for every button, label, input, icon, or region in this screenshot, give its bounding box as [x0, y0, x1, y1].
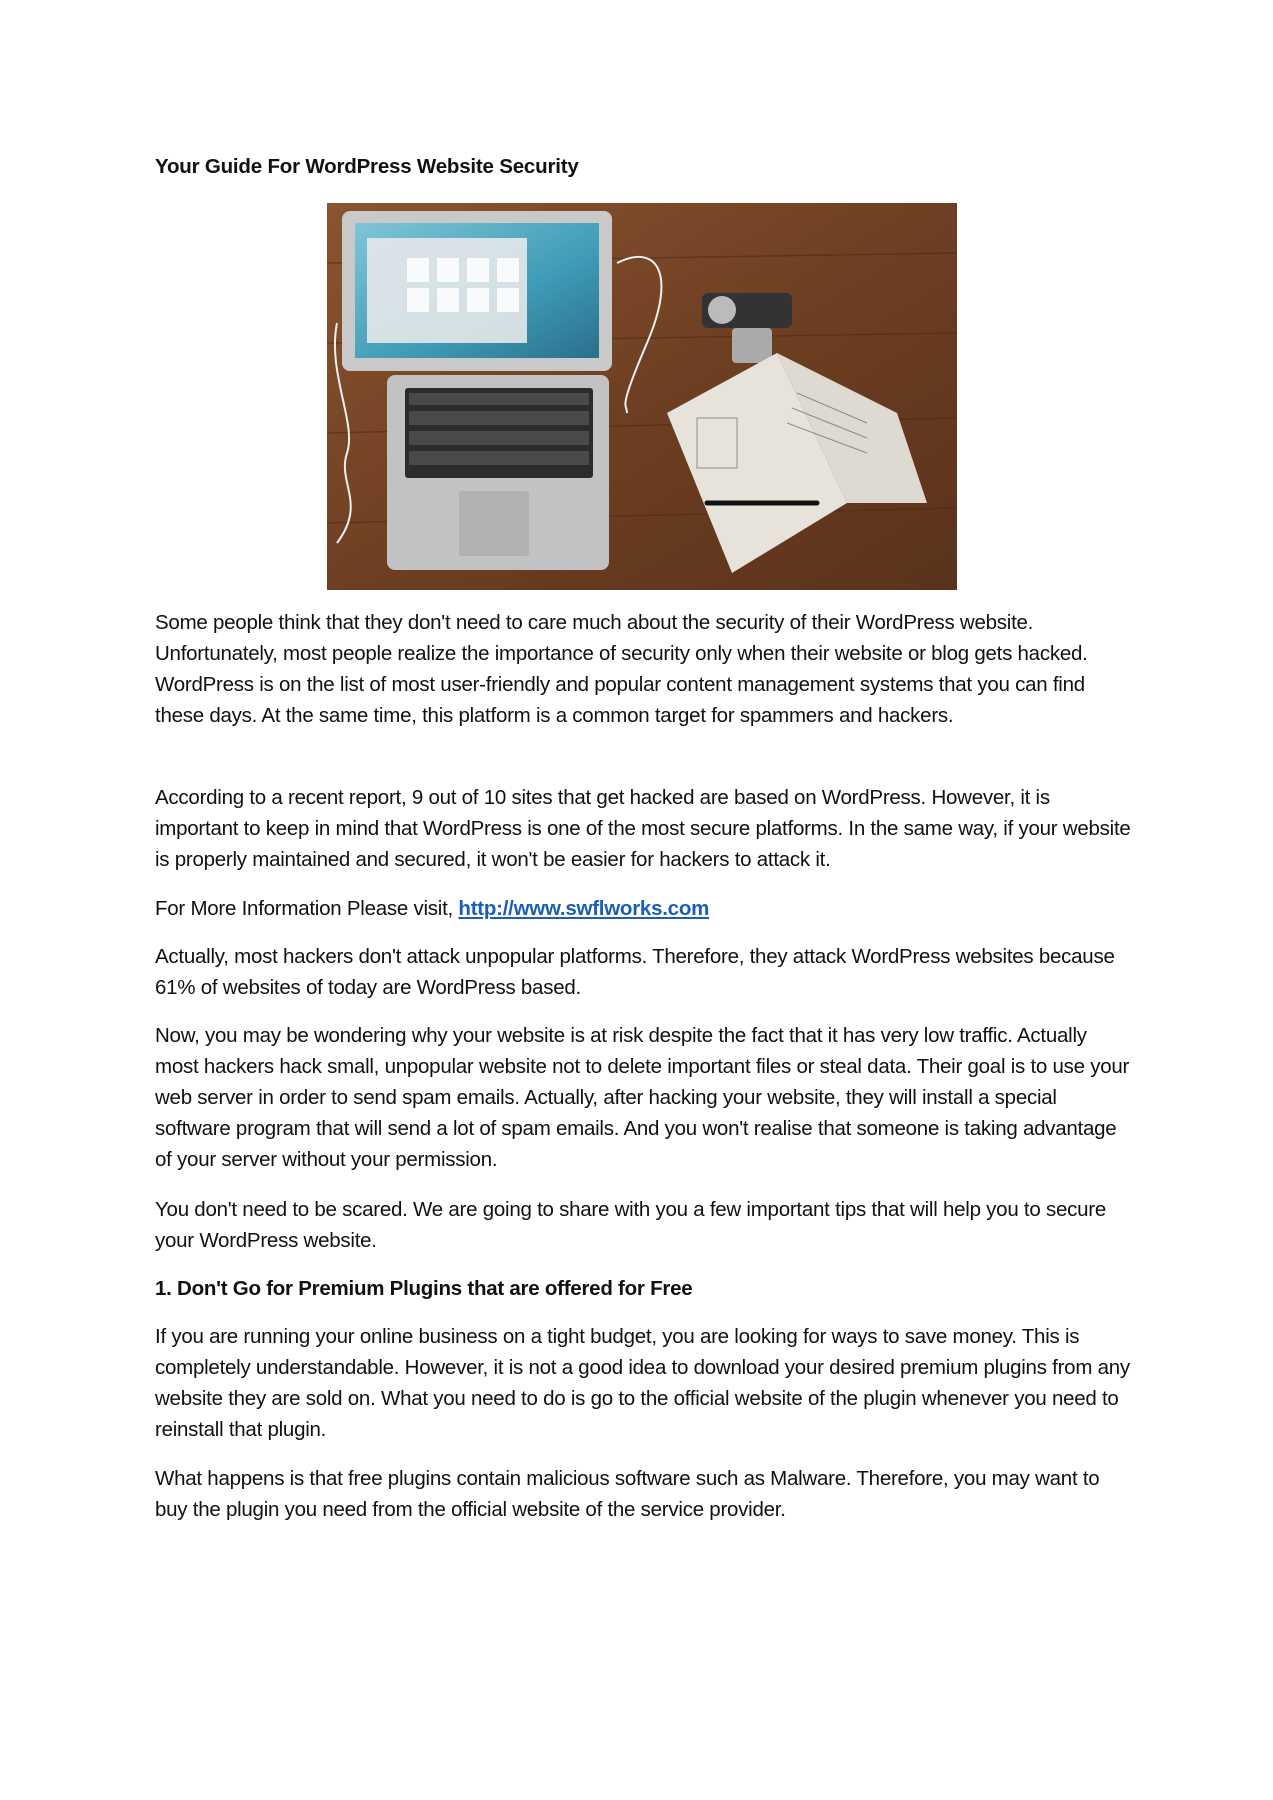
paragraph-6: If you are running your online business on a tight budget, you are looking for ways to save money. This is completely understandable. However, it is not a good idea to download your desired premium plugins from any website they are sold on. What you need to do is go to the official website of the plugin whenever you need to reinstall that plugin.: [155, 1325, 1130, 1441]
paragraph-popularity: [155, 941, 1135, 1003]
paragraph-budget: [155, 1321, 1135, 1445]
info-prefix: For More Information Please visit,: [155, 897, 459, 920]
paragraph-3: Actually, most hackers don't attack unpopular platforms. Therefore, they attack WordPress websites because 61% of websites of today are WordPress based.: [155, 945, 1115, 999]
info-line: [155, 893, 1135, 924]
paragraph-7: What happens is that free plugins contain malicious software such as Malware. Therefore, you may want to buy the plugin you need from the official website of the service provider.: [155, 1467, 1100, 1521]
paragraph-4: Now, you may be wondering why your website is at risk despite the fact that it has very low traffic. Actually most hackers hack small, unpopular website not to delete important files or steal data. Their goal is to use your web server in order to send spam emails. Actually, after hacking your website, they will install a special software program that will send a lot of spam emails. And you won't realise that someone is taking advantage of your server without your permission.: [155, 1024, 1130, 1171]
hero-image: [327, 203, 957, 590]
paragraph-report: [155, 782, 1135, 875]
paragraph-tips: [155, 1194, 1135, 1256]
photo-laptop-desk-icon: [327, 203, 957, 590]
paragraph-5: You don't need to be scared. We are going to share with you a few important tips that will help you to secure your WordPress website.: [155, 1198, 1106, 1252]
document-title: Your Guide For WordPress Website Security: [155, 155, 579, 178]
paragraph-malware: [155, 1463, 1135, 1525]
section-1-heading: 1. Don't Go for Premium Plugins that are offered for Free: [155, 1277, 693, 1300]
paragraph-intro: [155, 607, 1135, 731]
paragraph-2: According to a recent report, 9 out of 10 sites that get hacked are based on WordPress. However, it is important to keep in mind that WordPress is one of the most secure platforms. In the same way, if your website is properly maintained and secured, it won't be easier for hackers to attack it.: [155, 786, 1131, 871]
paragraph-risk: [155, 1020, 1135, 1175]
website-link[interactable]: http://www.swflworks.com: [458, 897, 710, 920]
paragraph-1: Some people think that they don't need to care much about the security of their WordPress website. Unfortunately, most people realize the importance of security only when their website or blog gets hacked. WordPress is on the list of most user-friendly and popular content management systems that you can find these days. At the same time, this platform is a common target for spammers and hackers.: [155, 611, 1088, 727]
